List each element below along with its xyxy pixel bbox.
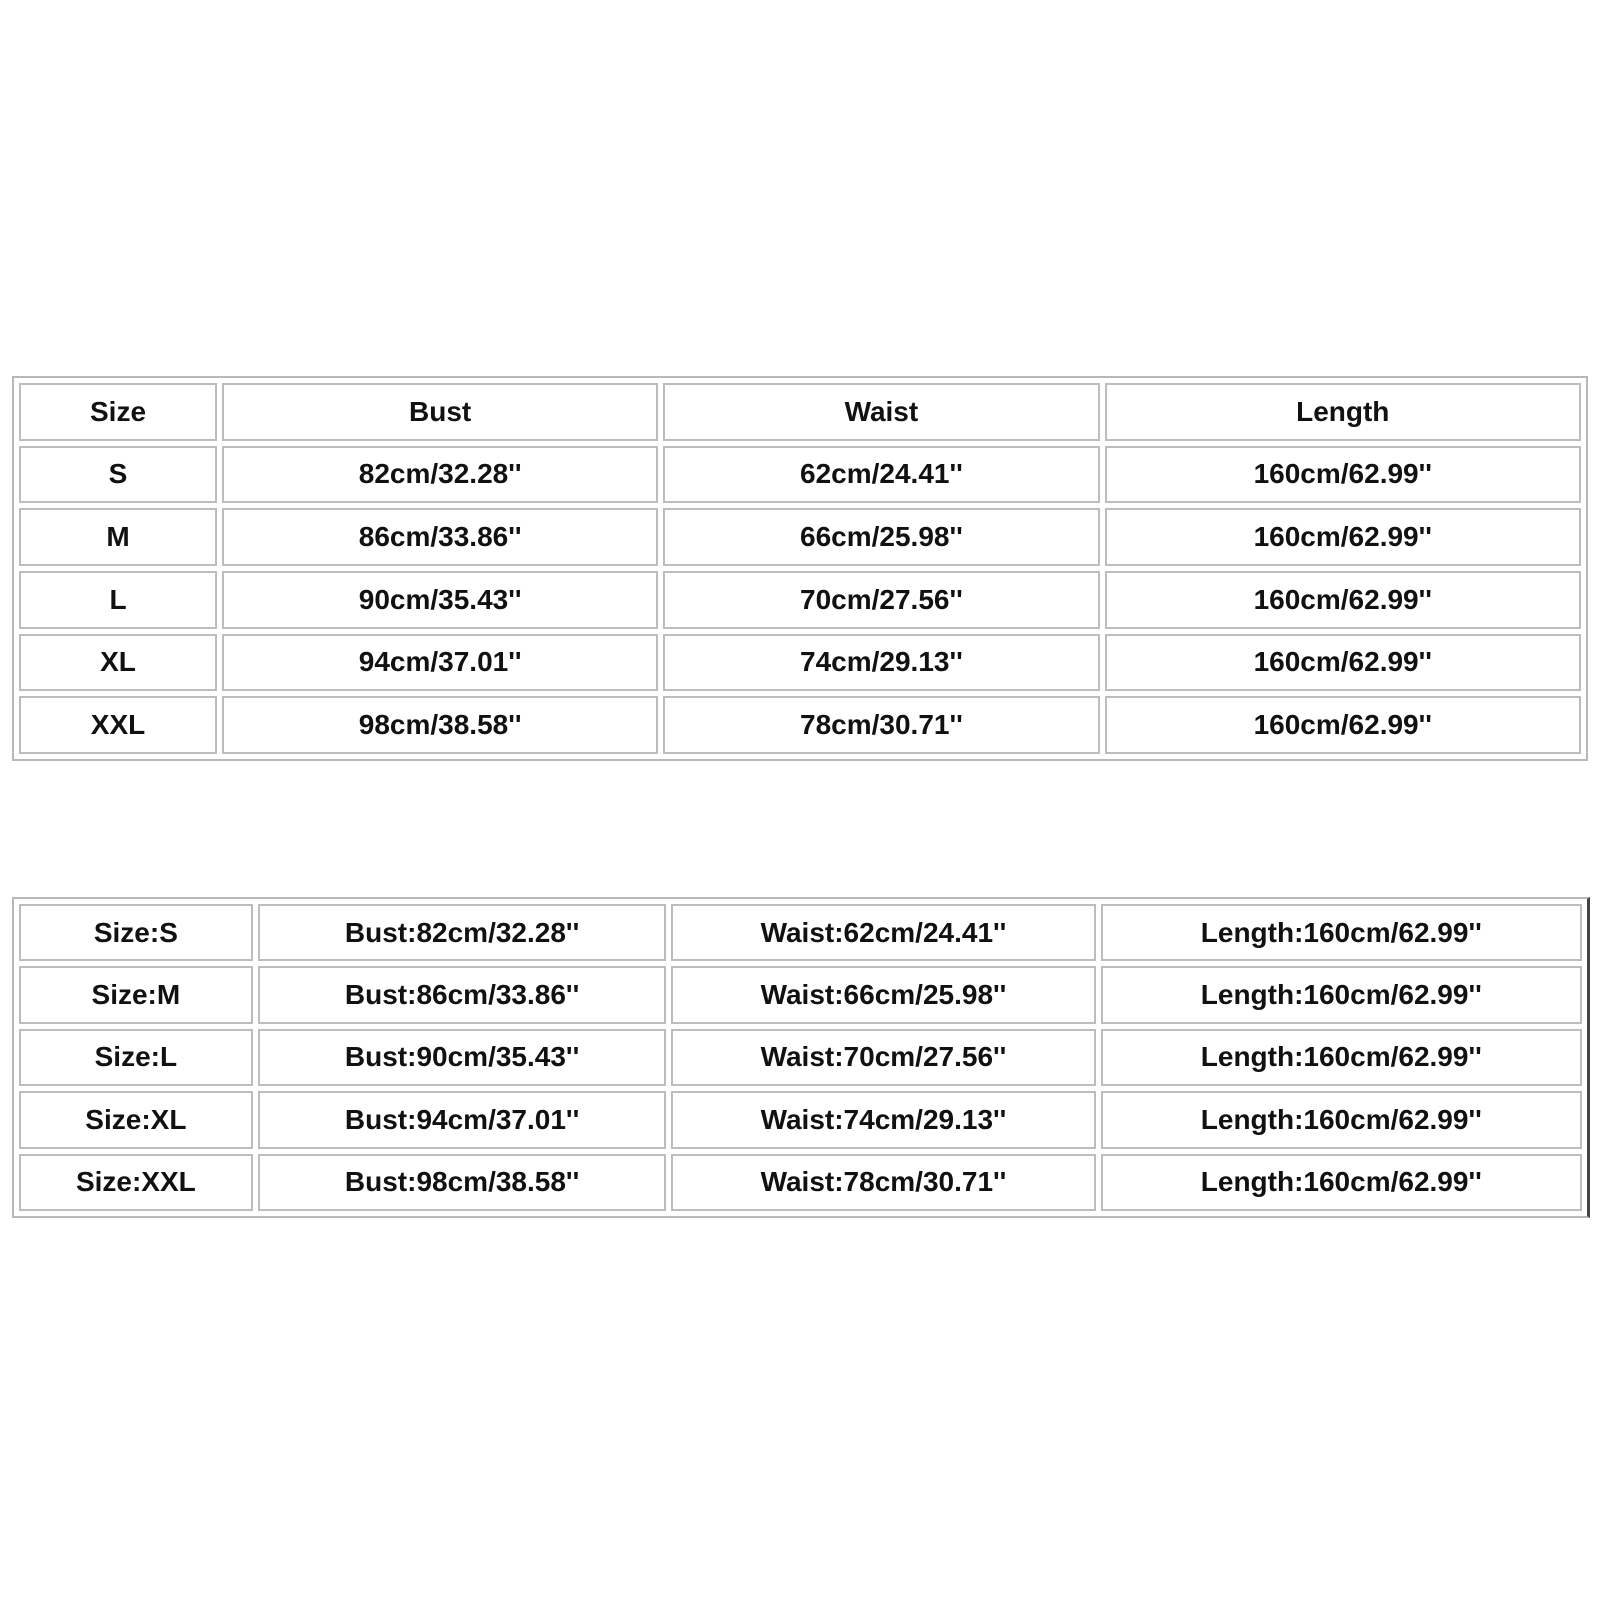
cell-waist: 70cm/27.56'' <box>663 571 1099 629</box>
cell-bust: 86cm/33.86'' <box>222 508 658 566</box>
cell-bust: 94cm/37.01'' <box>222 634 658 692</box>
table-row <box>19 966 1582 1023</box>
cell-length: 160cm/62.99'' <box>1105 696 1581 754</box>
header-waist: Waist <box>663 383 1099 441</box>
cell-length: Length:160cm/62.99'' <box>1101 904 1582 961</box>
cell-length: Length:160cm/62.99'' <box>1101 1154 1582 1211</box>
cell-waist: Waist:74cm/29.13'' <box>671 1091 1095 1148</box>
cell-length: 160cm/62.99'' <box>1105 634 1581 692</box>
table-row <box>19 571 1581 629</box>
size-chart-table <box>12 376 1588 761</box>
cell-bust: 82cm/32.28'' <box>222 446 658 504</box>
cell-waist: 78cm/30.71'' <box>663 696 1099 754</box>
cell-size: XL <box>19 634 217 692</box>
cell-length: Length:160cm/62.99'' <box>1101 966 1582 1023</box>
table-row <box>19 1154 1582 1211</box>
cell-size: Size:M <box>19 966 253 1023</box>
cell-size: M <box>19 508 217 566</box>
cell-size: L <box>19 571 217 629</box>
size-chart-labeled-table <box>12 897 1590 1218</box>
cell-size: Size:S <box>19 904 253 961</box>
cell-bust: 98cm/38.58'' <box>222 696 658 754</box>
cell-bust: Bust:98cm/38.58'' <box>258 1154 667 1211</box>
cell-waist: Waist:70cm/27.56'' <box>671 1029 1095 1086</box>
table-row <box>19 904 1582 961</box>
table-header-row <box>19 383 1581 441</box>
header-bust: Bust <box>222 383 658 441</box>
cell-size: Size:XL <box>19 1091 253 1148</box>
cell-length: 160cm/62.99'' <box>1105 571 1581 629</box>
header-size: Size <box>19 383 217 441</box>
cell-length: 160cm/62.99'' <box>1105 446 1581 504</box>
cell-waist: 74cm/29.13'' <box>663 634 1099 692</box>
cell-length: Length:160cm/62.99'' <box>1101 1029 1582 1086</box>
header-length: Length <box>1105 383 1581 441</box>
cell-bust: Bust:90cm/35.43'' <box>258 1029 667 1086</box>
table-row <box>19 696 1581 754</box>
cell-size: Size:L <box>19 1029 253 1086</box>
table-row <box>19 1091 1582 1148</box>
cell-waist: 66cm/25.98'' <box>663 508 1099 566</box>
size-chart-labeled-grid <box>14 899 1587 1216</box>
cell-bust: Bust:94cm/37.01'' <box>258 1091 667 1148</box>
cell-waist: Waist:62cm/24.41'' <box>671 904 1095 961</box>
cell-size: Size:XXL <box>19 1154 253 1211</box>
cell-bust: Bust:86cm/33.86'' <box>258 966 667 1023</box>
table-row <box>19 446 1581 504</box>
cell-waist: Waist:78cm/30.71'' <box>671 1154 1095 1211</box>
table-row <box>19 634 1581 692</box>
cell-length: 160cm/62.99'' <box>1105 508 1581 566</box>
cell-waist: Waist:66cm/25.98'' <box>671 966 1095 1023</box>
size-chart-grid <box>14 378 1586 759</box>
cell-waist: 62cm/24.41'' <box>663 446 1099 504</box>
cell-bust: 90cm/35.43'' <box>222 571 658 629</box>
cell-bust: Bust:82cm/32.28'' <box>258 904 667 961</box>
cell-size: S <box>19 446 217 504</box>
cell-size: XXL <box>19 696 217 754</box>
table-row <box>19 1029 1582 1086</box>
cell-length: Length:160cm/62.99'' <box>1101 1091 1582 1148</box>
table-row <box>19 508 1581 566</box>
